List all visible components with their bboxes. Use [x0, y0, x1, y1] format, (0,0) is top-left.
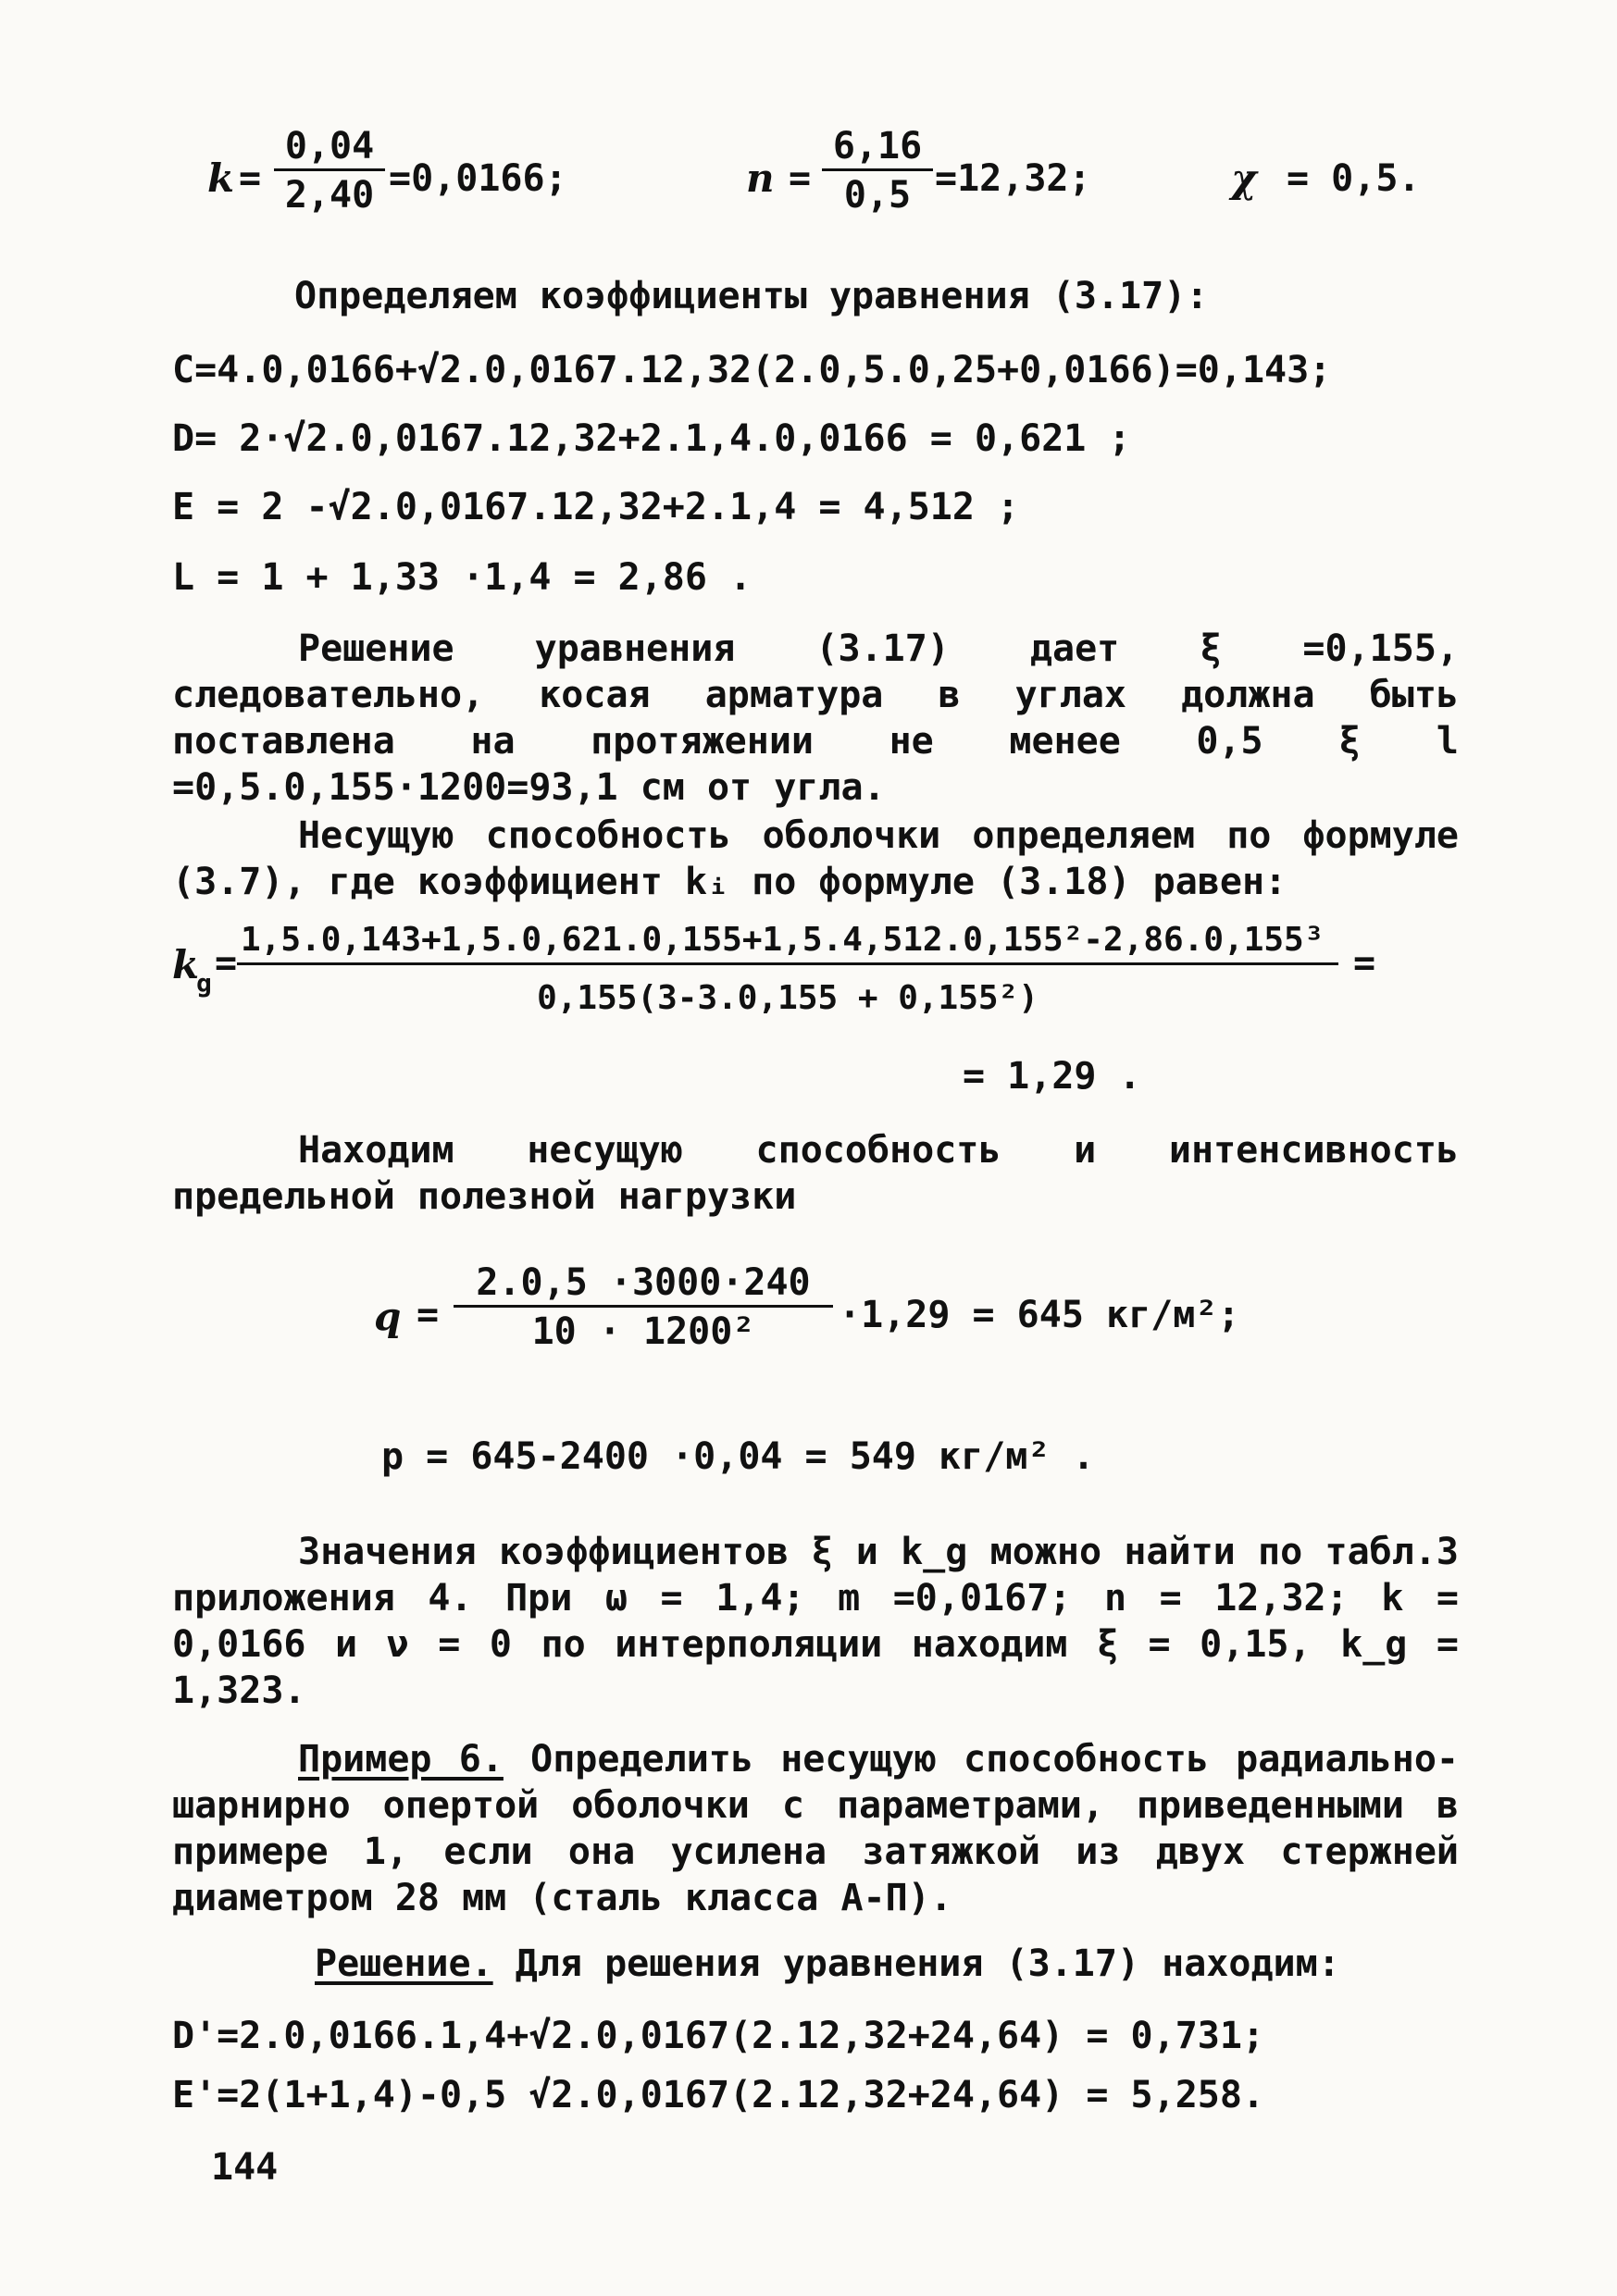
p-equation: p = 645-2400 ·0,04 = 549 кг/м² .	[381, 1435, 1095, 1478]
k-result: =0,0166;	[389, 157, 567, 200]
example-paragraph	[172, 1736, 1459, 1921]
kg-tail-equals: =	[1353, 942, 1376, 985]
k-equals: =	[239, 157, 262, 200]
q-denominator: 10 · 1200²	[531, 1310, 755, 1353]
solution-paragraph: Решение уравнения (3.17) дает ξ =0,155, следовательно, косая арматура в углах должна быть поставлена на протяжении не менее 0,5 ξ l =0,5.0,155·1200=93,1 см от угла.	[172, 627, 1459, 809]
q-fraction	[454, 1262, 833, 1354]
n-symbol: n	[746, 155, 775, 201]
q-numerator: 2.0,5 ·3000·240	[454, 1262, 833, 1308]
kg-fraction	[237, 920, 1338, 1021]
n-result: =12,32;	[935, 157, 1091, 200]
coefficients-intro: Определяем коэффициенты уравнения (3.17):	[294, 275, 1209, 317]
n-numerator: 6,16	[822, 126, 933, 171]
solution2-label: Решение.	[315, 1942, 493, 1985]
kg-result: = 1,29 .	[963, 1055, 1141, 1098]
kg-subscript: g	[196, 968, 212, 999]
page-number: 144	[211, 2146, 279, 2189]
chi-result: = 0,5.	[1287, 157, 1421, 200]
n-fraction	[822, 126, 933, 217]
k-fraction	[274, 126, 385, 217]
kg-symbol: k	[172, 942, 200, 987]
kg-equals: =	[215, 942, 238, 985]
q-symbol: q	[374, 1294, 402, 1339]
find-paragraph: Находим несущую способность и интенсивность предельной полезной нагрузки	[172, 1129, 1459, 1218]
values-paragraph: Значения коэффициентов ξ и k_g можно найти по табл.3 приложения 4. При ω = 1,4; m =0,0167; n = 12,32; k = 0,0166 и ν = 0 по интерполяции находим ξ = 0,15, k_g = 1,323.	[172, 1531, 1459, 1712]
equation-d-prime: D'=2.0,0166.1,4+√2.0,0167(2.12,32+24,64) = 0,731;	[172, 2015, 1265, 2057]
n-denominator: 0,5	[843, 174, 912, 217]
n-equals: =	[789, 157, 812, 200]
k-symbol: k	[207, 155, 235, 201]
capacity-paragraph: Несущую способность оболочки определяем по формуле (3.7), где коэффициент kᵢ по формуле (3.18) равен:	[172, 814, 1459, 903]
solution2-text: Для решения уравнения (3.17) находим:	[492, 1942, 1340, 1985]
q-result: ·1,29 = 645 кг/м²;	[839, 1294, 1240, 1336]
q-equals: =	[417, 1294, 440, 1336]
equation-l: L = 1 + 1,33 ·1,4 = 2,86 .	[172, 556, 753, 599]
chi-symbol: χ	[1231, 155, 1257, 201]
equation-e-prime: E'=2(1+1,4)-0,5 √2.0,0167(2.12,32+24,64) = 5,258.	[172, 2074, 1265, 2116]
kg-numerator: 1,5.0,143+1,5.0,621.0,155+1,5.4,512.0,155²-2,86.0,155³	[237, 920, 1338, 965]
equation-d: D= 2·√2.0,0167.12,32+2.1,4.0,0166 = 0,621 ;	[172, 417, 1131, 460]
equation-e: E = 2 -√2.0,0167.12,32+2.1,4 = 4,512 ;	[172, 486, 1020, 528]
example-text: Определить несущую способность радиально-шарнирно опертой оболочки с параметрами, приведенными в примере 1, если она усилена затяжкой из двух стержней диаметром 28 мм (сталь класса А-П).	[172, 1738, 1459, 1919]
solution2-line	[315, 1942, 1340, 1986]
example-label: Пример 6.	[298, 1738, 504, 1781]
k-denominator: 2,40	[284, 174, 375, 217]
equation-c: C=4.0,0166+√2.0,0167.12,32(2.0,5.0,25+0,0166)=0,143;	[172, 349, 1332, 391]
kg-denominator: 0,155(3-3.0,155 + 0,155²)	[537, 979, 1039, 1017]
k-numerator: 0,04	[274, 126, 385, 171]
